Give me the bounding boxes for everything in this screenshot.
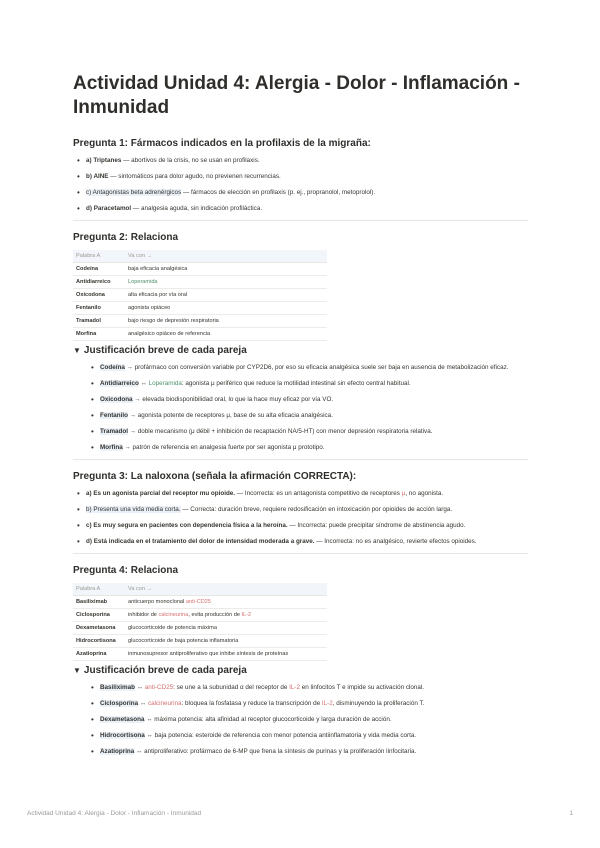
table-row: Azatioprina inmunosupresor antiproliferativo que inhibe síntesis de proteínas [73,648,327,661]
question-3-heading: Pregunta 3: La naloxona (señala la afirmación CORRECTA): [73,471,357,482]
table-row: Hidrocortisona glucocorticoide de baja potencia inflamatoria [73,635,327,648]
list-item: • Antidiarreico ↔ Loperamida: agonista μ periférico que reduce la motilidad intestinal sin efecto central habitual. [87,379,528,389]
list-item: • d) Está indicada en el tratamiento del dolor de intensidad moderada a grave. — Incorrecta: no es analgésico, revierte efectos opioides. [73,537,528,547]
question-2 [73,231,528,453]
list-item: • a) Triptanes — abortivos de la crisis, no se usan en profilaxis. [73,156,528,166]
triangle-down-icon: ▼ [73,666,81,675]
justification-toggle[interactable]: ▼ Justificación breve de cada pareja [73,345,247,356]
list-item: • b) AINE — sintomáticos para dolor agudo, no previenen recurrencias. [73,172,528,182]
question-1 [73,137,528,214]
list-item: • Tramadol → doble mecanismo (μ débil + inhibición de recaptación NA/5-HT) con menor depresión respiratoria relativa. [87,427,528,437]
justification-list [73,363,528,453]
list-item: • Dexametasona ↔ máxima potencia: alta afinidad al receptor glucocorticoide y larga duración de acción. [87,715,528,725]
justification-list [73,683,528,757]
triangle-down-icon: ▼ [73,346,81,355]
divider [73,553,528,554]
question-2-heading: Pregunta 2: Relaciona [73,232,179,243]
list-item: • a) Es un agonista parcial del receptor mu opioide. — Incorrecta: es un antagonista competitivo de receptores μ, no agonista. [73,489,528,499]
table-row: Antidiarreico Loperamida [73,276,327,289]
question-1-options [73,156,528,214]
divider [73,459,528,460]
list-item: • Ciclosporina ↔ calcineurina: bloquea la fosfatasa y reduce la transcripción de IL-2, disminuyendo la proliferación T. [87,699,528,709]
question-3-options [73,489,528,547]
divider [73,220,528,221]
list-item: • Codeína → profármaco con conversión variable por CYP2D6, por eso su eficacia analgésica suele ser baja en ausencia de metabolización eficaz. [87,363,528,373]
table-header: Palabra A Va con → [73,250,327,263]
page-title: Actividad Unidad 4: Alergia - Dolor - Inflamación - Inmunidad [73,73,520,118]
question-4-heading: Pregunta 4: Relaciona [73,565,179,576]
question-4 [73,564,528,757]
table-row: Basiliximab anticuerpo monoclonal anti-CD25 [73,596,327,609]
list-item: • Fentanilo → agonista potente de receptores μ, base de su alta eficacia analgésica. [87,411,528,421]
table-row: Dexametasona glucocorticoide de potencia máxima [73,622,327,635]
table-row: Tramadol bajo riesgo de depresión respiratoria [73,315,327,328]
document-page [73,72,528,763]
list-item: • c) Es muy segura en pacientes con dependencia física a la heroína. — Incorrecta: puede precipitar síndrome de abstinencia agudo. [73,521,528,531]
list-item: • Hidrocortisona ↔ baja potencia: esteroide de referencia con menor potencia antiinflamatoria y vida media corta. [87,731,528,741]
table-row: Fentanilo agonista opiáceo [73,302,327,315]
relation-table-2 [73,583,528,661]
table-row: Oxicodona alta eficacia por vía oral [73,289,327,302]
question-1-heading: Pregunta 1: Fármacos indicados en la profilaxis de la migraña: [73,138,371,149]
justification-toggle[interactable]: ▼ Justificación breve de cada pareja [73,665,247,676]
list-item-correct: • c) Antagonistas beta adrenérgicos — fármacos de elección en profilaxis (p. ej., propranolol, metoprolol). [73,188,528,198]
table-row: Codeína baja eficacia analgésica [73,263,327,276]
list-item-correct: • b) Presenta una vida media corta. — Correcta: duración breve, requiere redosificación en intoxicación por opioides de acción larga. [73,505,528,515]
page-footer [27,810,573,817]
list-item: • Basiliximab ↔ anti-CD25: se une a la subunidad α del receptor de IL-2 en linfocitos T e impide su activación clonal. [87,683,528,693]
question-3 [73,470,528,547]
list-item: • d) Paracetamol — analgesia aguda, sin indicación profiláctica. [73,204,528,214]
table-row: Morfina analgésico opiáceo de referencia [73,328,327,341]
list-item: • Azatioprina ↔ antiproliferativo: profármaco de 6-MP que frena la síntesis de purinas y la proliferación linfocitaria. [87,747,528,757]
table-row: Ciclosporina inhibidor de calcineurina, evita producción de IL-2 [73,609,327,622]
table-header: Palabra A Va con → [73,583,327,596]
footer-title: Actividad Unidad 4: Alergia - Dolor - Inflamación - Inmunidad [27,810,202,817]
list-item: • Morfina → patrón de referencia en analgesia fuerte por ser agonista μ prototipo. [87,443,528,453]
relation-table-1 [73,250,528,341]
list-item: • Oxicodona → elevada biodisponibilidad oral, lo que la hace muy eficaz por vía VO. [87,395,528,405]
page-number: 1 [569,810,573,817]
